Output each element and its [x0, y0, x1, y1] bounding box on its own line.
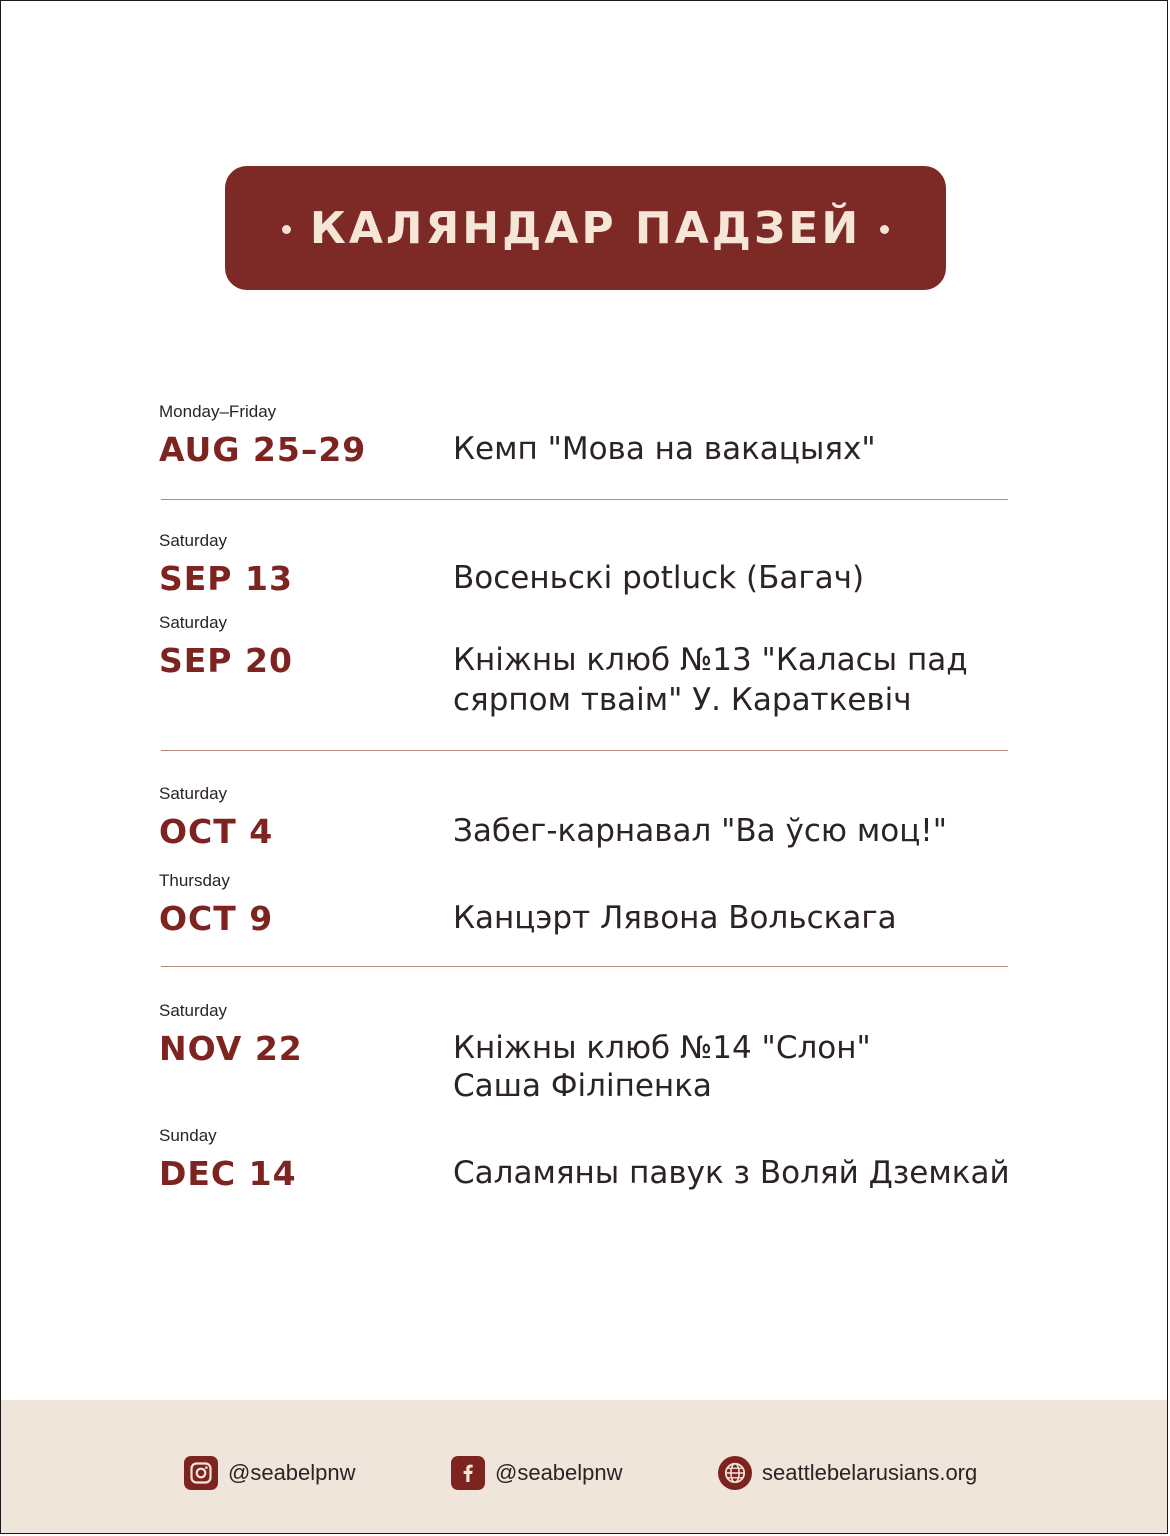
- title-dot-right: [880, 225, 889, 234]
- instagram-icon: [184, 1456, 218, 1490]
- event-title-line: Саша Філіпенка: [453, 1068, 712, 1104]
- event-title-line: сярпом тваім" У. Караткевіч: [453, 682, 912, 718]
- event-day: Thursday: [159, 871, 230, 890]
- website-link[interactable]: [718, 1456, 977, 1490]
- event-day: Saturday: [159, 613, 228, 632]
- event-date: OCT 9: [159, 899, 274, 938]
- event-date: OCT 4: [159, 812, 274, 851]
- website-url[interactable]: seattlebelarusians.org: [762, 1460, 978, 1485]
- event-date: NOV 22: [159, 1029, 303, 1068]
- event-title: Саламяны павук з Воляй Дземкай: [453, 1155, 1010, 1191]
- event-day: Monday–Friday: [159, 402, 277, 421]
- divider: [161, 750, 1008, 751]
- facebook-handle[interactable]: @seabelpnw: [495, 1460, 623, 1485]
- event-day: Saturday: [159, 784, 228, 803]
- instagram-handle[interactable]: @seabelpnw: [228, 1460, 356, 1485]
- facebook-link[interactable]: [451, 1456, 623, 1490]
- event-date: SEP 13: [159, 559, 293, 598]
- divider: [161, 966, 1008, 967]
- event-title-line: Кніжны клюб №14 "Слон": [453, 1030, 871, 1066]
- title-banner: [225, 166, 946, 290]
- event-day: Saturday: [159, 531, 228, 550]
- event-date: AUG 25–29: [159, 430, 367, 469]
- event-title-line: Кніжны клюб №13 "Каласы пад: [453, 642, 968, 678]
- facebook-icon: [451, 1456, 485, 1490]
- event-title: Канцэрт Лявона Вольскага: [453, 900, 897, 936]
- instagram-link[interactable]: [184, 1456, 356, 1490]
- globe-icon: [718, 1456, 752, 1490]
- event-date: DEC 14: [159, 1154, 297, 1193]
- page-title: КАЛЯНДАР ПАДЗЕЙ: [309, 202, 862, 254]
- event-title: Кемп "Мова на вакацыях": [453, 431, 876, 467]
- event-title: Восеньскі potluck (Багач): [453, 560, 865, 596]
- event-day: Sunday: [159, 1126, 217, 1145]
- event-day: Saturday: [159, 1001, 228, 1020]
- event-title: Забег-карнавал "Ва ўсю моц!": [453, 813, 947, 849]
- divider: [161, 499, 1008, 500]
- event-date: SEP 20: [159, 641, 293, 680]
- title-dot-left: [282, 225, 291, 234]
